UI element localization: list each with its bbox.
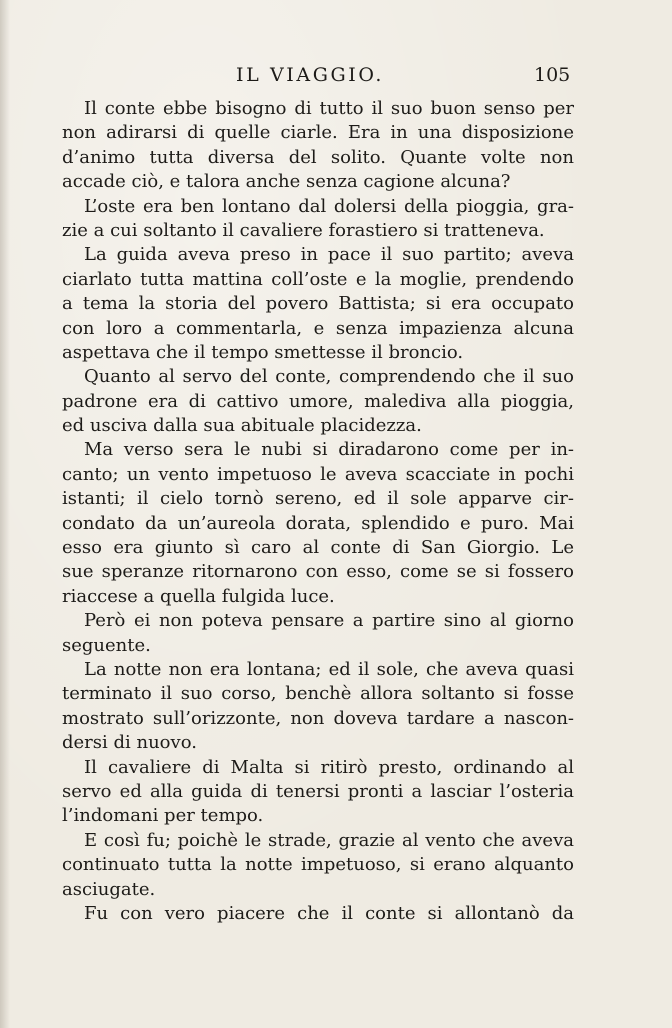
text-line: La notte non era lontana; ed il sole, che aveva quasi <box>84 658 574 680</box>
text-line: mostrato sull’orizzonte, non doveva tardare a nascon- <box>62 707 574 729</box>
text-line: dersi di nuovo. <box>62 732 197 754</box>
text-line: Però ei non poteva pensare a partire sino al giorno <box>84 610 574 632</box>
text-line: condato da un’aureola dorata, splendido e puro. Mai <box>62 512 574 534</box>
text-line: sue speranze ritornarono con esso, come se si fossero <box>62 561 574 583</box>
text-line: ciarlato tutta mattina coll’oste e la moglie, prendendo <box>62 268 574 290</box>
running-title: IL VIAGGIO. <box>236 64 385 86</box>
text-line: L’oste era ben lontano dal dolersi della pioggia, gra- <box>84 195 574 217</box>
text-line: asciugate. <box>62 878 156 900</box>
text-line: Il cavaliere di Malta si ritirò presto, ordinando al <box>84 756 574 778</box>
text-line: Ma verso sera le nubi si diradarono come per in- <box>84 439 574 461</box>
text-line: continuato tutta la notte impetuoso, si erano alquanto <box>62 854 574 876</box>
text-line: a tema la storia del povero Battista; si era occupato <box>62 293 574 315</box>
text-line: d’animo tutta diversa del solito. Quante volte non <box>62 146 574 168</box>
text-line: Fu con vero piacere che il conte si allontanò da <box>84 902 574 924</box>
text-line: zie a cui soltanto il cavaliere forastiero si tratteneva. <box>62 219 545 241</box>
text-line: canto; un vento impetuoso le aveva scacciate in pochi <box>62 463 574 485</box>
text-line: La guida aveva preso in pace il suo partito; aveva <box>84 244 574 266</box>
text-line: terminato il suo corso, benchè allora soltanto si fosse <box>62 683 574 705</box>
page-number: 105 <box>534 64 571 86</box>
body-text <box>62 97 574 926</box>
text-line: accade ciò, e talora anche senza cagione alcuna? <box>62 171 511 193</box>
text-line: l’indomani per tempo. <box>62 805 264 827</box>
text-line: esso era giunto sì caro al conte di San Giorgio. Le <box>62 537 574 559</box>
text-line: Il conte ebbe bisogno di tutto il suo buon senso per <box>84 98 574 119</box>
text-line: Quanto al servo del conte, comprendendo che il suo <box>84 366 574 388</box>
page-header <box>0 64 672 92</box>
text-line: non adirarsi di quelle ciarle. Era in una disposizione <box>62 122 574 144</box>
text-line: ed usciva dalla sua abituale placidezza. <box>62 415 422 437</box>
text-line: servo ed alla guida di tenersi pronti a lasciar l’osteria <box>62 780 574 802</box>
text-line: E così fu; poichè le strade, grazie al vento che aveva <box>84 829 574 851</box>
text-line: riaccese a quella fulgida luce. <box>62 585 335 607</box>
text-line: seguente. <box>62 634 151 656</box>
text-line: aspettava che il tempo smettesse il broncio. <box>62 341 464 363</box>
text-line: istanti; il cielo tornò sereno, ed il sole apparve cir- <box>62 488 574 510</box>
page-edge-shadow <box>0 0 10 1028</box>
text-line: con loro a commentarla, e senza impazienza alcuna <box>62 317 574 339</box>
text-line: padrone era di cattivo umore, malediva alla pioggia, <box>62 390 574 412</box>
